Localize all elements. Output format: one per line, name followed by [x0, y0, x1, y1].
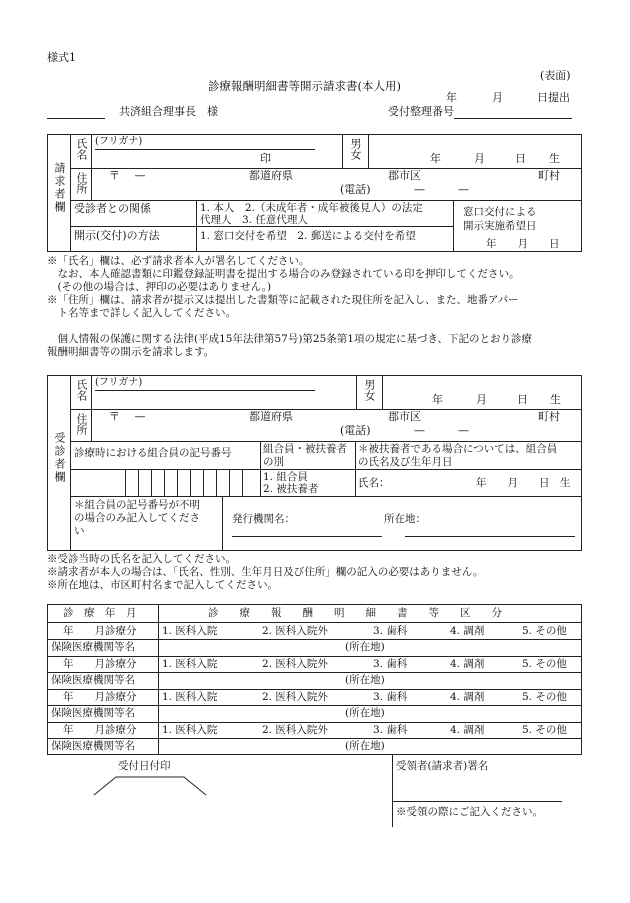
note1-line4: ※「住所」欄は、請求者が提示又は提出した書類等に記載された現住所を記入し、また、地番アパー	[47, 294, 519, 306]
window-date[interactable]: 年 月 日	[486, 238, 560, 250]
patient-address-label: 住所	[75, 413, 88, 435]
requester-furigana: (フリガナ)	[95, 136, 143, 147]
requester-postal[interactable]: 〒 —	[109, 169, 146, 182]
signature-label: 受領者(請求者)署名	[396, 760, 489, 772]
receipt-stamp-bracket	[92, 775, 212, 797]
addressee-blank[interactable]	[47, 118, 105, 119]
row3-month[interactable]: 年 月診療分	[63, 691, 137, 703]
date-year: 年	[446, 91, 457, 104]
row4-opt4[interactable]: 4. 調剤	[450, 724, 485, 736]
patient-town: 町村	[538, 410, 560, 423]
requester-furigana-line	[95, 149, 315, 150]
requester-address-label: 住所	[75, 172, 88, 194]
row1-opt4[interactable]: 4. 調剤	[450, 625, 485, 637]
row2-opt2[interactable]: 2. 医科入院外	[262, 658, 328, 670]
row4-location: (所在地)	[345, 740, 385, 752]
row1-opt1[interactable]: 1. 医科入院	[162, 625, 218, 637]
member-type-label-2: の別	[263, 456, 284, 468]
requester-city: 郡市区	[388, 169, 421, 182]
statement-line1: 個人情報の保護に関する法律(平成15年法律第57号)第25条第1項の規定に基づき、下記のとおり診療	[47, 333, 533, 345]
table-header-date: 診 療 年 月	[63, 607, 137, 619]
requester-birth-suffix: 生	[549, 152, 560, 165]
row3-opt2[interactable]: 2. 医科入院外	[262, 691, 328, 703]
row3-opt4[interactable]: 4. 調剤	[450, 691, 485, 703]
row3-opt1[interactable]: 1. 医科入院	[162, 691, 218, 703]
requester-phone-dashes[interactable]: — —	[414, 183, 469, 196]
row2-opt5[interactable]: 5. その他	[522, 658, 567, 670]
row2-institution: 保険医療機関等名	[51, 674, 135, 686]
member-number-boxes[interactable]	[70, 469, 260, 496]
method-options[interactable]: 1. 窓口交付を希望 2. 郵送による交付を希望	[200, 230, 416, 242]
form-number: 様式1	[47, 51, 76, 64]
location-label: 所在地：	[384, 513, 426, 525]
requester-prefecture: 都道府県	[249, 169, 293, 182]
row4-opt1[interactable]: 1. 医科入院	[162, 724, 218, 736]
signature-line[interactable]	[392, 801, 562, 802]
location-line[interactable]	[405, 536, 575, 537]
patient-furigana-line	[95, 390, 315, 391]
requester-name-label: 氏名	[75, 138, 88, 160]
patient-phone-dashes[interactable]: — —	[414, 424, 469, 437]
signature-note: ※受領の際にご記入ください。	[396, 806, 543, 818]
row2-month[interactable]: 年 月診療分	[63, 658, 137, 670]
requester-phone-label: (電話)	[340, 183, 371, 196]
patient-phone-label: (電話)	[340, 424, 371, 437]
row2-opt4[interactable]: 4. 調剤	[450, 658, 485, 670]
member-type-label-1: 組合員・被扶養者	[263, 443, 347, 455]
relation-label: 受診者との関係	[74, 202, 151, 215]
row1-institution: 保険医療機関等名	[51, 641, 135, 653]
statement-line2: 報酬明細書等の開示を請求します。	[47, 346, 215, 358]
patient-furigana: (フリガナ)	[95, 377, 143, 388]
row1-month[interactable]: 年 月診療分	[63, 625, 137, 637]
method-label: 開示(交付)の方法	[74, 229, 160, 242]
note2-line1: ※受診当時の氏名を記入してください。	[47, 553, 236, 565]
row1-opt5[interactable]: 5. その他	[522, 625, 567, 637]
patient-section-label: 受診者欄	[53, 432, 66, 484]
patient-birth-day[interactable]: 日	[517, 393, 528, 406]
row3-opt5[interactable]: 5. その他	[522, 691, 567, 703]
member-type-option-2[interactable]: 2. 被扶養者	[263, 483, 319, 495]
row1-opt3[interactable]: 3. 歯科	[373, 625, 408, 637]
patient-birth-month[interactable]: 月	[476, 393, 487, 406]
requester-seal: 印	[260, 152, 271, 165]
row4-institution: 保険医療機関等名	[51, 740, 135, 752]
row3-location: (所在地)	[345, 707, 385, 719]
unknown-note-3: い	[74, 525, 85, 537]
dependent-note-2: の氏名及び生年月日	[358, 456, 453, 468]
addressee: 共済組合理事長 様	[119, 105, 218, 118]
requester-birth-day[interactable]: 日	[515, 152, 526, 165]
note1-line5: ト名等まで詳しく記入してください。	[47, 307, 236, 319]
row1-location: (所在地)	[345, 641, 385, 653]
requester-birth-year[interactable]: 年	[430, 152, 441, 165]
row3-opt3[interactable]: 3. 歯科	[373, 691, 408, 703]
note1-line2: なお、本人確認書類に印鑑登録証明書を提出する場合のみ登録されている印を押印してください。	[47, 268, 520, 280]
table-header-category: 診 療 報 酬 明 細 書 等 区 分	[208, 607, 502, 619]
patient-city: 郡市区	[388, 410, 421, 423]
row4-opt3[interactable]: 3. 歯科	[373, 724, 408, 736]
row4-month[interactable]: 年 月診療分	[63, 724, 137, 736]
patient-name-label: 氏名	[75, 379, 88, 401]
note2-line2: ※請求者が本人の場合は、「氏名、性別、生年月日及び住所」欄の記入の必要はありません。	[47, 566, 484, 578]
row1-opt2[interactable]: 2. 医科入院外	[262, 625, 328, 637]
row2-opt1[interactable]: 1. 医科入院	[162, 658, 218, 670]
member-no-label: 診療時における組合員の記号番号	[74, 447, 232, 459]
receipt-no-blank[interactable]	[454, 118, 572, 119]
patient-prefecture: 都道府県	[249, 410, 293, 423]
member-type-option-1[interactable]: 1. 組合員	[263, 471, 308, 483]
row4-opt2[interactable]: 2. 医科入院外	[262, 724, 328, 736]
issuer-line[interactable]	[232, 536, 382, 537]
note2-line3: ※所在地は、市区町村名まで記入してください。	[47, 579, 278, 591]
issuer-label: 発行機関名：	[232, 513, 295, 525]
row3-institution: 保険医療機関等名	[51, 707, 135, 719]
page-title: 診療報酬明細書等開示請求書(本人用)	[208, 79, 401, 93]
row2-opt3[interactable]: 3. 歯科	[373, 658, 408, 670]
row2-location: (所在地)	[345, 674, 385, 686]
side-label: (表面)	[540, 69, 571, 82]
requester-town: 町村	[538, 169, 560, 182]
unknown-note-2: の場合のみ記入してくださ	[74, 512, 200, 524]
dependent-birth-date[interactable]: 年 月 日 生	[476, 477, 571, 489]
requester-sex[interactable]: 男女	[349, 138, 362, 160]
receipt-stamp-label: 受付日付印	[118, 760, 171, 772]
unknown-note-1: ＊組合員の記号番号が不明	[74, 499, 200, 511]
patient-birth-suffix: 生	[550, 393, 561, 406]
requester-birth-month[interactable]: 月	[474, 152, 485, 165]
window-date-label-1: 窓口交付による	[463, 206, 537, 218]
requester-section-label: 請求者欄	[53, 162, 66, 214]
window-date-label-2: 開示実施希望日	[463, 220, 537, 232]
note1-line3: (その他の場合は、押印の必要はありません。)	[47, 281, 272, 293]
relation-option-2[interactable]: 代理人 3. 任意代理人	[200, 214, 308, 226]
date-month: 月	[492, 91, 503, 104]
row4-opt5[interactable]: 5. その他	[522, 724, 567, 736]
dependent-name-label: 氏名：	[358, 477, 390, 489]
note1-line1: ※「氏名」欄は、必ず請求者本人が署名してください。	[47, 255, 310, 267]
patient-sex[interactable]: 男女	[363, 379, 376, 401]
patient-birth-year[interactable]: 年	[432, 393, 443, 406]
patient-section	[47, 375, 582, 551]
dependent-note-1: ＊被扶養者である場合については、組合員	[358, 443, 558, 455]
receipt-no-label: 受付整理番号	[388, 105, 454, 118]
relation-option-1[interactable]: 1. 本人 2.（未成年者・成年被後見人）の法定	[200, 202, 423, 214]
date-day: 日提出	[537, 91, 570, 104]
patient-postal[interactable]: 〒 —	[109, 410, 146, 423]
